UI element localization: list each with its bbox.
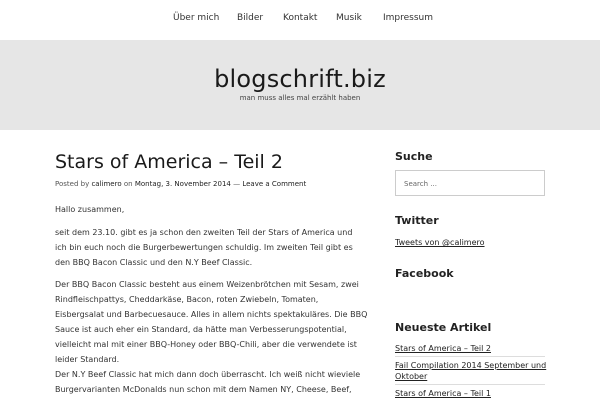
recent-post-line: Fail Compilation 2014 September und [395, 361, 547, 370]
twitter-widget-title: Twitter [395, 214, 439, 227]
post-title[interactable]: Stars of America – Teil 2 [55, 151, 283, 173]
paragraph-line: ich bin euch noch die Burgerbewertungen schuldig. Im zweiten Teil gibt es [55, 243, 353, 252]
nav-item-ueber-mich[interactable]: Über mich [173, 13, 220, 23]
recent-post-link-2[interactable] [395, 360, 546, 382]
post-paragraph-4 [55, 367, 365, 397]
post-meta [55, 180, 306, 188]
paragraph-line: Der BBQ Bacon Classic besteht aus einem Weizenbrötchen mit Sesam, zwei [55, 280, 359, 289]
recent-post-divider [395, 384, 545, 385]
nav-item-bilder[interactable]: Bilder [237, 13, 264, 23]
nav-item-musik[interactable]: Musik [336, 13, 362, 23]
site-description: man muss alles mal erzählt haben [239, 94, 361, 102]
paragraph-line: Hallo zusammen, [55, 205, 125, 214]
top-navigation [0, 0, 600, 40]
post-paragraph-2 [55, 225, 365, 270]
paragraph-line: Burgervarianten McDonalds nun schon mit dem Namen NY, Cheese, Beef, [55, 385, 352, 394]
leave-comment-link[interactable]: Leave a Comment [242, 180, 307, 188]
recent-post-line: Oktober [395, 372, 428, 381]
twitter-timeline-link[interactable]: Tweets von @calimero [395, 238, 485, 247]
search-input[interactable] [396, 172, 544, 196]
paragraph-line: Sauce ist auch eher ein Standard, da hätte man Verbesserungspotential, [55, 325, 347, 334]
nav-item-impressum[interactable]: Impressum [383, 13, 434, 23]
site-header [0, 40, 600, 130]
recent-posts-title: Neueste Artikel [395, 321, 492, 334]
recent-post-line: Stars of America – Teil 1 [395, 389, 491, 398]
posted-by-label: Posted by [55, 180, 90, 188]
paragraph-line: leider Standard. [55, 355, 120, 364]
search-box [395, 170, 545, 196]
nav-item-kontakt[interactable]: Kontakt [283, 13, 318, 23]
recent-post-divider [395, 356, 545, 357]
paragraph-line: den BBQ Bacon Classic und den N.Y Beef Classic. [55, 258, 253, 267]
site-title[interactable]: blogschrift.biz [214, 65, 386, 93]
recent-post-link-1[interactable] [395, 343, 491, 354]
search-widget-title: Suche [395, 150, 433, 163]
paragraph-line: Eisbergsalat und Barbecuesauce. Alles in allem nichts spektakuläres. Die BBQ [55, 310, 368, 319]
on-label: on [123, 180, 133, 188]
post-paragraph-1 [55, 202, 365, 217]
paragraph-line: vielleicht mal mit einer BBQ-Honey oder BBQ-Chili, aber die verwendete ist [55, 340, 357, 349]
post-date[interactable]: Montag, 3. November 2014 [134, 180, 231, 188]
meta-dash: — [233, 180, 241, 188]
paragraph-line: seit dem 23.10. gibt es ja schon den zweiten Teil der Stars of America und [55, 228, 353, 237]
post-paragraph-3 [55, 277, 368, 367]
recent-post-link-3[interactable] [395, 388, 491, 399]
paragraph-line: Der N.Y Beef Classic hat mich dann doch überrascht. Ich weiß nicht wieviele [55, 370, 361, 379]
facebook-widget-title: Facebook [395, 267, 454, 280]
paragraph-line: Rindfleischpattys, Cheddarkäse, Bacon, roten Zwiebeln, Tomaten, [55, 295, 319, 304]
recent-post-line: Stars of America – Teil 2 [395, 344, 491, 353]
author-link[interactable]: calimero [91, 180, 122, 188]
